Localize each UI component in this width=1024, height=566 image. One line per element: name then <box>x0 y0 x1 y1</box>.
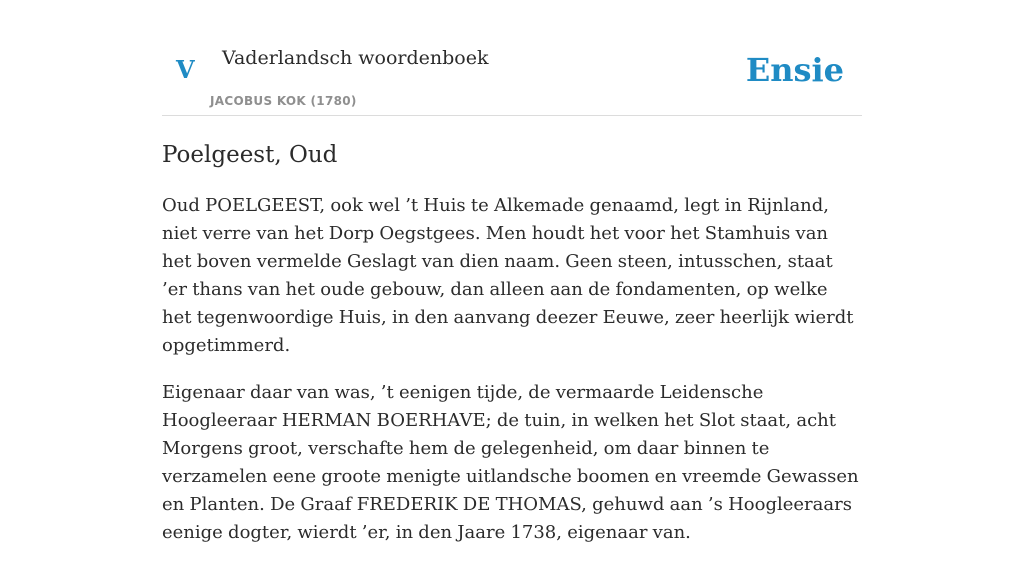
entry-paragraph: Eigenaar daar van was, ’t eenigen tijde, de vermaarde Leidensche Hoogleeraar HERMAN BOERHAVE; de tuin, in welken het Slot staat, acht Morgens groot, verschafte hem de gelegenheid, om daar binnen te verzamelen eene groote menigte uitlandsche boomen en vreemde Gewassen en Planten. De Graaf FREDERIK DE THOMAS, gehuwd aan ’s Hoogleeraars eenige dogter, wierdt ’er, in den Jaare 1738, eigenaar van. <box>162 382 859 543</box>
page <box>162 0 862 566</box>
book-title-link[interactable]: Vaderlandsch woordenboek <box>222 47 489 69</box>
entry-paragraph: Oud POELGEEST, ook wel ’t Huis te Alkemade genaamd, legt in Rijnland, niet verre van het Dorp Oegstgees. Men houdt het voor het Stamhuis van het boven vermelde Geslagt van dien naam. Geen steen, intusschen, staat ’er thans van het oude gebouw, dan alleen aan de fondamenten, op welke het tegenwoordige Huis, in den aanvang deezer Eeuwe, zeer heerlijk wierdt opgetimmerd. <box>162 195 854 356</box>
entry-body <box>162 192 862 547</box>
brand-logo-link[interactable]: Ensie <box>745 51 844 89</box>
source-header <box>162 0 862 116</box>
entry-title: Poelgeest, Oud <box>162 142 338 168</box>
book-author: JACOBUS KOK (1780) <box>210 94 357 108</box>
book-letter-link[interactable]: V <box>176 55 195 84</box>
